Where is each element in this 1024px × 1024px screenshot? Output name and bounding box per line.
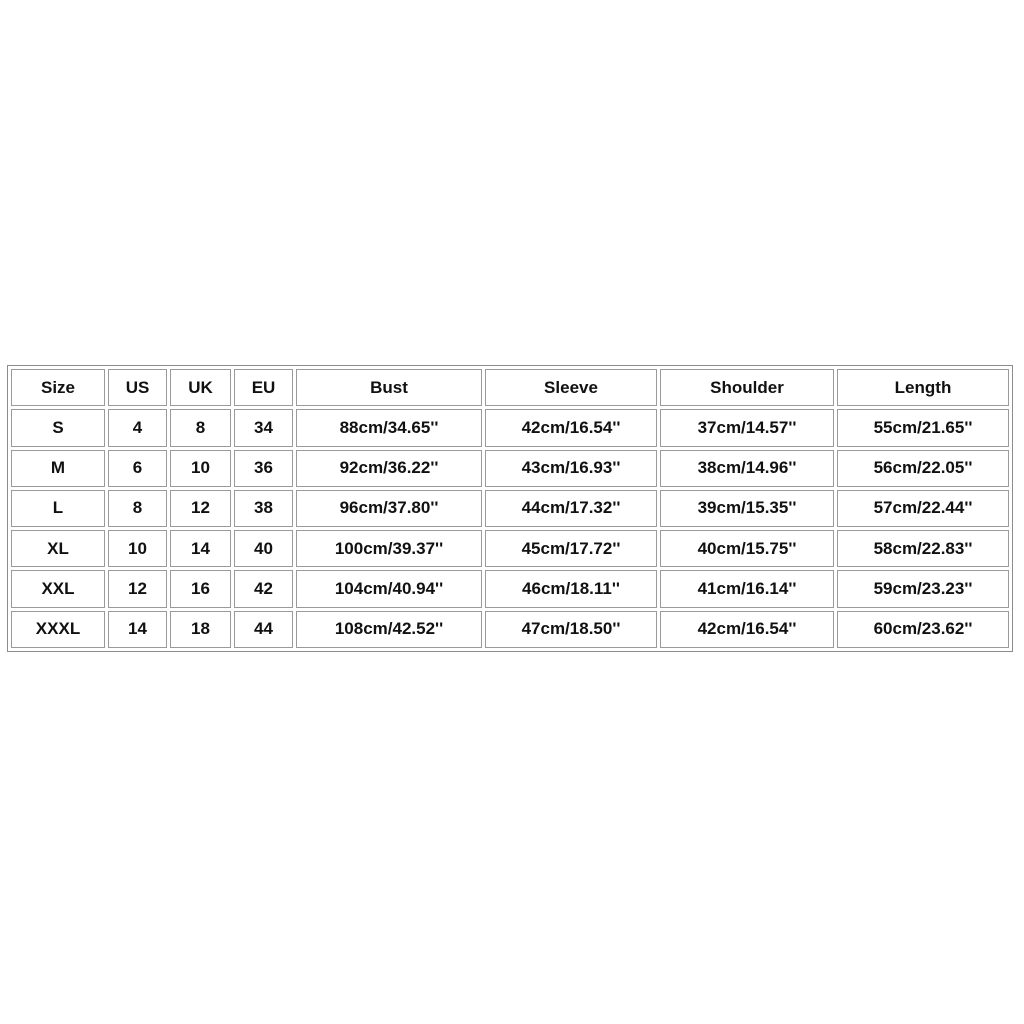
cell-us: 10 xyxy=(108,530,167,567)
header-sleeve: Sleeve xyxy=(485,369,657,406)
cell-sleeve: 46cm/18.11'' xyxy=(485,570,657,607)
cell-size: M xyxy=(11,450,105,487)
cell-length: 55cm/21.65'' xyxy=(837,409,1009,446)
cell-shoulder: 41cm/16.14'' xyxy=(660,570,834,607)
cell-length: 56cm/22.05'' xyxy=(837,450,1009,487)
cell-length: 59cm/23.23'' xyxy=(837,570,1009,607)
cell-eu: 34 xyxy=(234,409,293,446)
header-us: US xyxy=(108,369,167,406)
size-chart-table xyxy=(7,365,1013,652)
cell-uk: 10 xyxy=(170,450,231,487)
cell-uk: 8 xyxy=(170,409,231,446)
cell-uk: 12 xyxy=(170,490,231,527)
cell-us: 4 xyxy=(108,409,167,446)
table-row xyxy=(11,450,1009,487)
cell-bust: 108cm/42.52'' xyxy=(296,611,482,648)
cell-eu: 36 xyxy=(234,450,293,487)
cell-shoulder: 39cm/15.35'' xyxy=(660,490,834,527)
cell-us: 14 xyxy=(108,611,167,648)
cell-uk: 18 xyxy=(170,611,231,648)
cell-eu: 38 xyxy=(234,490,293,527)
header-row xyxy=(11,369,1009,406)
cell-uk: 16 xyxy=(170,570,231,607)
cell-length: 60cm/23.62'' xyxy=(837,611,1009,648)
cell-sleeve: 45cm/17.72'' xyxy=(485,530,657,567)
cell-size: S xyxy=(11,409,105,446)
cell-eu: 44 xyxy=(234,611,293,648)
cell-eu: 42 xyxy=(234,570,293,607)
cell-bust: 100cm/39.37'' xyxy=(296,530,482,567)
cell-uk: 14 xyxy=(170,530,231,567)
table-row xyxy=(11,530,1009,567)
cell-sleeve: 43cm/16.93'' xyxy=(485,450,657,487)
header-shoulder: Shoulder xyxy=(660,369,834,406)
cell-shoulder: 37cm/14.57'' xyxy=(660,409,834,446)
cell-shoulder: 38cm/14.96'' xyxy=(660,450,834,487)
cell-length: 57cm/22.44'' xyxy=(837,490,1009,527)
cell-us: 6 xyxy=(108,450,167,487)
cell-sleeve: 42cm/16.54'' xyxy=(485,409,657,446)
cell-length: 58cm/22.83'' xyxy=(837,530,1009,567)
table-row xyxy=(11,490,1009,527)
cell-sleeve: 47cm/18.50'' xyxy=(485,611,657,648)
cell-us: 12 xyxy=(108,570,167,607)
cell-size: XL xyxy=(11,530,105,567)
cell-us: 8 xyxy=(108,490,167,527)
cell-bust: 88cm/34.65'' xyxy=(296,409,482,446)
cell-shoulder: 42cm/16.54'' xyxy=(660,611,834,648)
cell-sleeve: 44cm/17.32'' xyxy=(485,490,657,527)
header-size: Size xyxy=(11,369,105,406)
cell-bust: 92cm/36.22'' xyxy=(296,450,482,487)
cell-size: L xyxy=(11,490,105,527)
header-eu: EU xyxy=(234,369,293,406)
header-uk: UK xyxy=(170,369,231,406)
cell-eu: 40 xyxy=(234,530,293,567)
table-row xyxy=(11,409,1009,446)
cell-bust: 104cm/40.94'' xyxy=(296,570,482,607)
header-bust: Bust xyxy=(296,369,482,406)
cell-shoulder: 40cm/15.75'' xyxy=(660,530,834,567)
header-length: Length xyxy=(837,369,1009,406)
table-row xyxy=(11,570,1009,607)
cell-bust: 96cm/37.80'' xyxy=(296,490,482,527)
cell-size: XXL xyxy=(11,570,105,607)
table-row xyxy=(11,611,1009,648)
cell-size: XXXL xyxy=(11,611,105,648)
